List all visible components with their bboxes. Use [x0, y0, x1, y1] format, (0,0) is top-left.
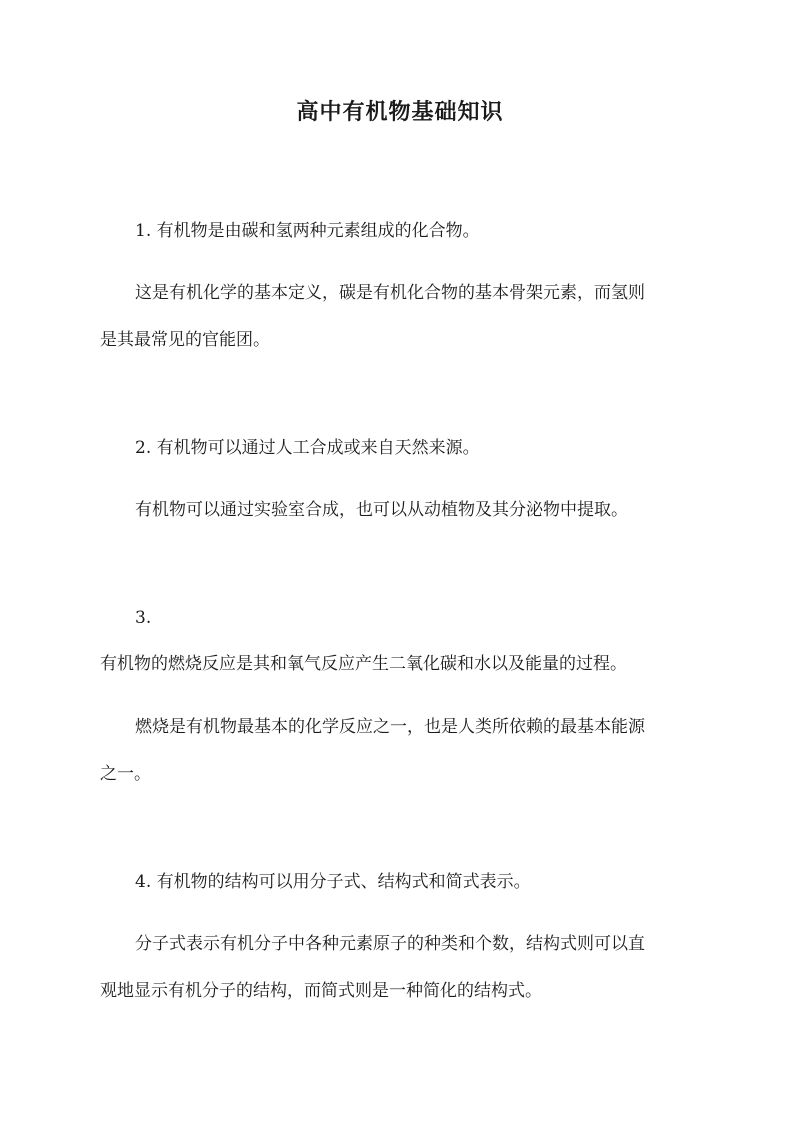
- point-3-heading: 有机物的燃烧反应是其和氧气反应产生二氧化碳和水以及能量的过程。: [100, 654, 627, 674]
- point-3-body-line-1: 燃烧是有机物最基本的化学反应之一，也是人类所依赖的最基本能源: [135, 717, 645, 737]
- page-title: 高中有机物基础知识: [296, 99, 504, 125]
- point-1-body-line-1: 这是有机化学的基本定义，碳是有机化合物的基本骨架元素，而氢则: [135, 283, 645, 303]
- point-4-body-line-2: 观地显示有机分子的结构，而简式则是一种简化的结构式。: [100, 981, 542, 1001]
- point-1-heading: 1. 有机物是由碳和氢两种元素组成的化合物。: [135, 221, 480, 241]
- point-3-body-line-2: 之一。: [100, 764, 151, 784]
- point-4-heading: 4. 有机物的结构可以用分子式、结构式和简式表示。: [135, 872, 531, 892]
- point-2-heading: 2. 有机物可以通过人工合成或来自天然来源。: [135, 438, 480, 458]
- point-2-body-line-1: 有机物可以通过实验室合成，也可以从动植物及其分泌物中提取。: [135, 500, 628, 520]
- point-4-body-line-1: 分子式表示有机分子中各种元素原子的种类和个数，结构式则可以直: [135, 934, 645, 954]
- point-1-body-line-2: 是其最常见的官能团。: [100, 330, 270, 350]
- point-3-number: 3.: [135, 608, 152, 628]
